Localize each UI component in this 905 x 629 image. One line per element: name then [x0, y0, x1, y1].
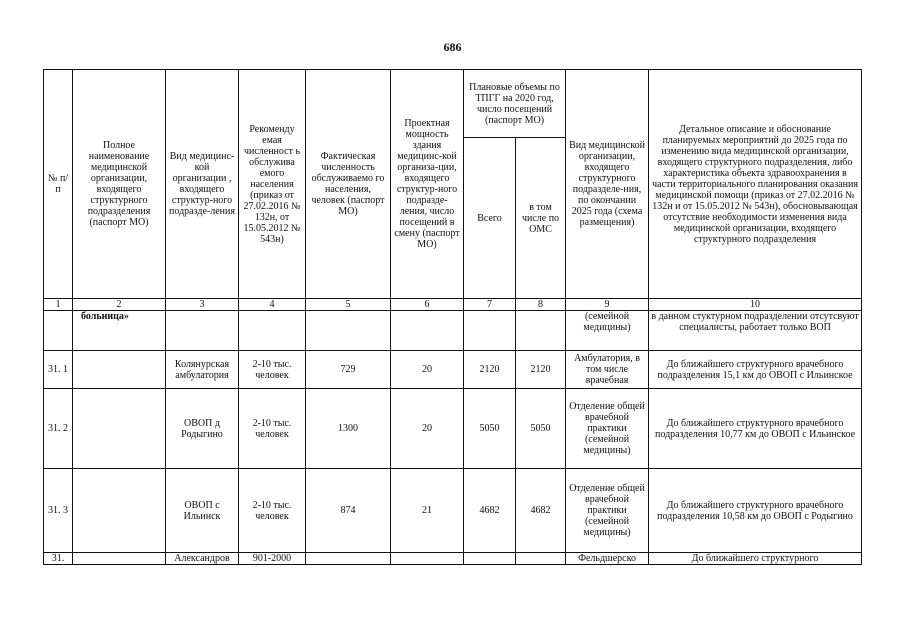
header-col-7-8-group: Плановые объемы по ТПГГ на 2020 год, число посещений (паспорт МО) — [464, 70, 566, 138]
recommended-population — [239, 311, 306, 351]
col-number: 6 — [391, 299, 464, 311]
col-number: 3 — [166, 299, 239, 311]
header-col-6: Проектная мощность здания медицинс-кой организа-ции, входящего структур-ного подразде-ления, число посещений в смену (паспорт МО) — [391, 70, 464, 299]
type-2025: Амбулатория, в том числе врачебная — [566, 351, 649, 389]
type-2025: Фельдшерско — [566, 553, 649, 565]
table-row — [44, 553, 862, 565]
type-2025: (семейной медицины) — [566, 311, 649, 351]
header-col-1: № п/п — [44, 70, 73, 299]
planned-oms — [516, 553, 566, 565]
table-row — [44, 469, 862, 553]
header-col-3: Вид медицинс-кой организации , входящего структур-ного подразде-ления — [166, 70, 239, 299]
organization-name — [73, 389, 166, 469]
row-number: 31. 2 — [44, 389, 73, 469]
description: До ближайшего структурного врачебного подразделения 10,77 км до ОВОП с Ильинское — [649, 389, 862, 469]
header-row — [44, 70, 862, 138]
actual-population: 874 — [306, 469, 391, 553]
page-number: 686 — [443, 40, 462, 54]
design-capacity — [391, 553, 464, 565]
row-number: 31. 3 — [44, 469, 73, 553]
actual-population: 1300 — [306, 389, 391, 469]
facility-type: ОВОП д Родыгино — [166, 389, 239, 469]
organization-name: больница» — [73, 311, 166, 351]
facility-type — [166, 311, 239, 351]
facility-type: Колянурская амбулатория — [166, 351, 239, 389]
facility-type: Александров — [166, 553, 239, 565]
col-number: 2 — [73, 299, 166, 311]
header-col-2: Полное наименование медицинской организации, входящего структурного подразделения (паспорт МО) — [73, 70, 166, 299]
organization-name — [73, 469, 166, 553]
design-capacity: 20 — [391, 351, 464, 389]
row-number: 31. 1 — [44, 351, 73, 389]
facility-table — [43, 69, 862, 565]
planned-oms: 2120 — [516, 351, 566, 389]
recommended-population: 901-2000 — [239, 553, 306, 565]
header-col-8: в том числе по ОМС — [516, 138, 566, 299]
actual-population — [306, 311, 391, 351]
row-number — [44, 311, 73, 351]
recommended-population: 2-10 тыс. человек — [239, 469, 306, 553]
table-row — [44, 311, 862, 351]
organization-name — [73, 553, 166, 565]
table-row — [44, 389, 862, 469]
facility-type: ОВОП с Ильинск — [166, 469, 239, 553]
col-number: 8 — [516, 299, 566, 311]
design-capacity: 20 — [391, 389, 464, 469]
col-number: 5 — [306, 299, 391, 311]
description: в данном стуктурном подразделении отсутсвуют специалисты, работает только ВОП — [649, 311, 862, 351]
actual-population: 729 — [306, 351, 391, 389]
planned-total — [464, 553, 516, 565]
table-row — [44, 351, 862, 389]
description: До ближайшего структурного врачебного подразделения 10,58 км до ОВОП с Родыгино — [649, 469, 862, 553]
recommended-population: 2-10 тыс. человек — [239, 389, 306, 469]
column-number-row — [44, 299, 862, 311]
col-number: 10 — [649, 299, 862, 311]
description: До ближайшего структурного — [649, 553, 862, 565]
planned-total: 4682 — [464, 469, 516, 553]
row-number: 31. — [44, 553, 73, 565]
planned-oms: 4682 — [516, 469, 566, 553]
organization-name — [73, 351, 166, 389]
planned-total — [464, 311, 516, 351]
description: До ближайшего структурного врачебного подразделения 15,1 км до ОВОП с Ильинское — [649, 351, 862, 389]
header-col-9: Вид медицинской организации, входящего структурного подразделе-ния, по окончании 2025 года (схема размещения) — [566, 70, 649, 299]
planned-total: 2120 — [464, 351, 516, 389]
planned-oms — [516, 311, 566, 351]
col-number: 9 — [566, 299, 649, 311]
header-col-7: Всего — [464, 138, 516, 299]
header-col-10: Детальное описание и обоснование планируемых мероприятий до 2025 года по изменению вида медицинской организации, входящего структурного подразделения, либо характеристика объекта здравоохранения в части территориального планирования оказания медицинской помощи (приказ от 27.02.2016 № 132н и от 15.05.2012 № 543н), обосновывающая отсутствие необходимости изменения вида медицинской организации, входящего структурного подразделения — [649, 70, 862, 299]
header-col-4: Рекоменду емая численност ь обслужива емого населения (приказ от 27.02.2016 № 132н, от 15.05.2012 № 543н) — [239, 70, 306, 299]
col-number: 4 — [239, 299, 306, 311]
planned-total: 5050 — [464, 389, 516, 469]
actual-population — [306, 553, 391, 565]
design-capacity: 21 — [391, 469, 464, 553]
col-number: 7 — [464, 299, 516, 311]
design-capacity — [391, 311, 464, 351]
type-2025: Отделение общей врачебной практики (семейной медицины) — [566, 389, 649, 469]
recommended-population: 2-10 тыс. человек — [239, 351, 306, 389]
col-number: 1 — [44, 299, 73, 311]
type-2025: Отделение общей врачебной практики (семейной медицины) — [566, 469, 649, 553]
header-col-5: Фактическая численность обслуживаемо го населения, человек (паспорт МО) — [306, 70, 391, 299]
planned-oms: 5050 — [516, 389, 566, 469]
